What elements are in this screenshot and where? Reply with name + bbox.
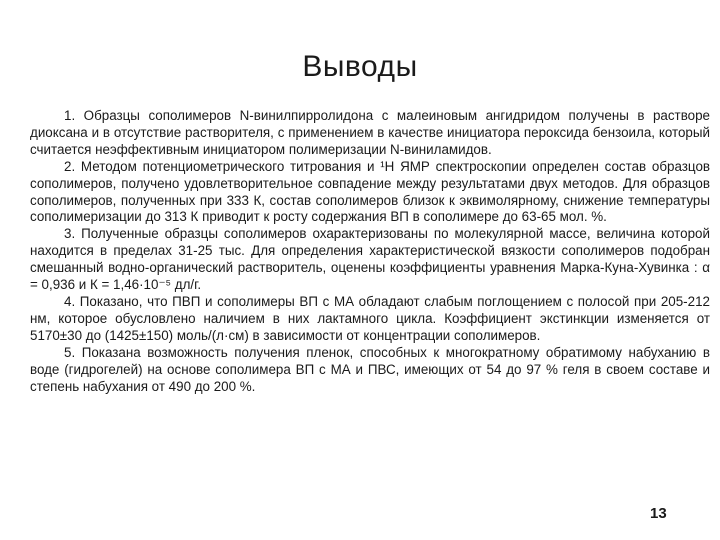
slide-title: Выводы bbox=[302, 50, 418, 83]
page-number: 13 bbox=[650, 505, 667, 522]
conclusions-body bbox=[30, 108, 710, 395]
conclusion-paragraph-5: 5. Показана возможность получения пленок, способных к многократному обратимому набуханию в воде (гидрогелей) на основе сополимера ВП с МА и ПВС, имеющих от 54 до 97 % геля в своем составе и степень набухания от 490 до 200 %. bbox=[30, 344, 710, 394]
conclusion-paragraph-4: 4. Показано, что ПВП и сополимеры ВП с МА обладают слабым поглощением с полосой при 205-212 нм, которое обусловлено наличием в них лактамного цикла. Коэффициент экстинкции изменяется от 5170±30 до (1425±150) моль/(л·см) в зависимости от концентрации сополимеров. bbox=[30, 293, 710, 343]
conclusion-paragraph-3: 3. Полученные образцы сополимеров охарактеризованы по молекулярной массе, величина которой находится в пределах 31-25 тыс. Для определения характеристической вязкости сополимеров подобран смешанный водно-органический растворитель, оценены коэффициенты уравнения Марка-Куна-Хувинка : α = 0,936 и К = 1,46·10⁻⁵ дл/г. bbox=[30, 226, 710, 293]
conclusion-paragraph-2: 2. Методом потенциометрического титрования и ¹Н ЯМР спектроскопии определен состав образцов сополимеров, получено удовлетворительное совпадение между результатами двух методов. Для образцов сополимеров, полученных при 333 К, состав сополимеров близок к эквимолярному, снижение температуры сополимеризации до 313 К приводит к росту содержания ВП в сополимере до 63-65 мол. %. bbox=[30, 158, 710, 225]
conclusion-paragraph-1: 1. Образцы сополимеров N-винилпирролидона с малеиновым ангидридом получены в растворе диоксана и в отсутствие растворителя, с применением в качестве инициатора пероксида бензоила, который считается неэффективным инициатором полимеризации N-виниламидов. bbox=[30, 108, 710, 157]
